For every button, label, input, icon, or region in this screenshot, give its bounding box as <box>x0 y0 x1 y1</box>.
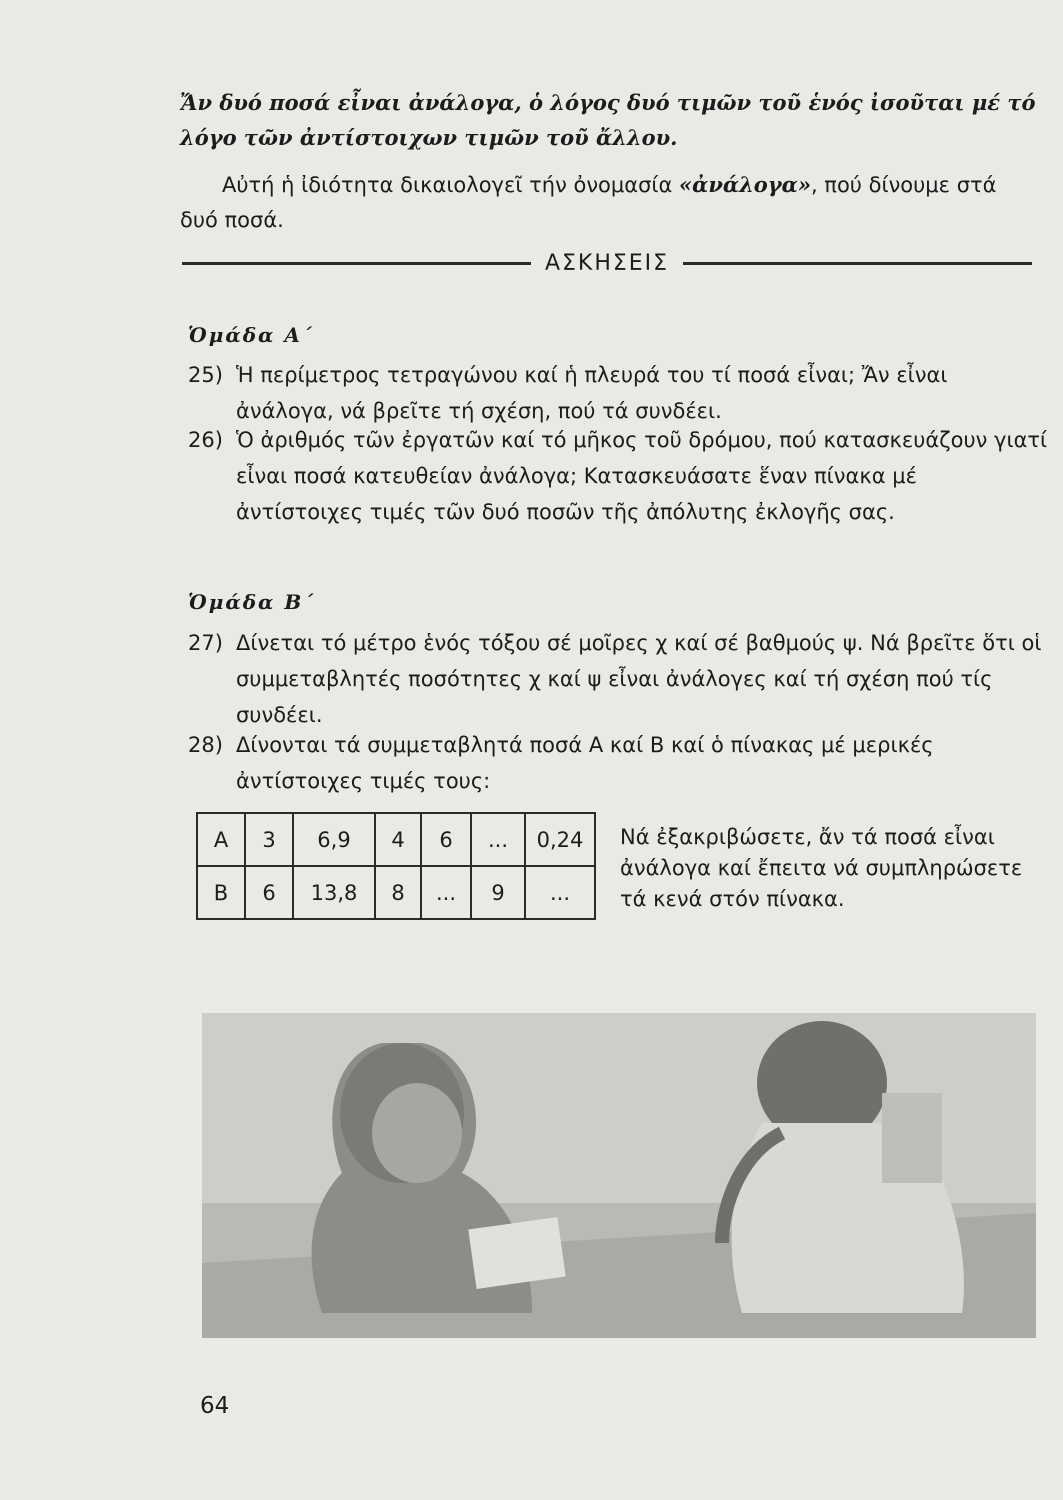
table-cell: 6,9 <box>293 813 375 866</box>
values-table <box>196 812 596 920</box>
naming-note-before: Αὐτή ἡ ἰδιότητα δικαιολογεῖ τήν ὀνομασία <box>222 173 680 197</box>
table-cell: 0,24 <box>525 813 595 866</box>
exercise-27 <box>188 625 1048 733</box>
exercise-text: Ἡ περίμετρος τετραγώνου καί ἡ πλευρά του τί ποσά εἶναι; Ἄν εἶναι ἀνάλογα, νά βρεῖτε τή σχέση, πού τά συνδέει. <box>236 363 948 423</box>
page-number: 64 <box>200 1393 230 1419</box>
exercise-number: 26) <box>188 428 223 452</box>
naming-note <box>180 167 1040 238</box>
group-a-heading: Ὁμάδα Α΄ <box>188 323 314 347</box>
exercises-heading <box>182 248 1032 278</box>
exercise-number: 27) <box>188 631 223 655</box>
table-row-a <box>197 813 595 866</box>
exercise-25 <box>188 357 1048 429</box>
table-cell: 6 <box>245 866 293 919</box>
proportionality-rule: Ἄν δυό ποσά εἶναι ἀνάλογα, ὁ λόγος δυό τιμῶν τοῦ ἑνός ἰσοῦται μέ τό λόγο τῶν ἀντίστοιχων τιμῶν τοῦ ἄλλου. <box>180 90 1036 150</box>
table-cell: ... <box>525 866 595 919</box>
illustration-drawing <box>202 1013 1036 1338</box>
exercise-26 <box>188 422 1048 530</box>
table-cell: 3 <box>245 813 293 866</box>
naming-note-after: , πού δίνουμε στά δυό ποσά. <box>180 173 997 232</box>
group-b-heading: Ὁμάδα Β΄ <box>188 590 316 614</box>
table-cell: ... <box>421 866 471 919</box>
exercise-number: 25) <box>188 363 223 387</box>
table-cell: 8 <box>375 866 421 919</box>
table-cell: 4 <box>375 813 421 866</box>
exercise-28 <box>188 727 1048 799</box>
table-cell: Β <box>197 866 245 919</box>
heading-rule-right <box>683 262 1032 265</box>
table-cell: 6 <box>421 813 471 866</box>
naming-note-term: «ἀνάλογα» <box>679 172 811 197</box>
exercise-text: Δίνεται τό μέτρο ἑνός τόξου σέ μοῖρες χ καί σέ βαθμούς ψ. Νά βρεῖτε ὅτι οἱ συμμεταβλητές ποσότητες χ καί ψ εἶναι ἀνάλογες καί τή σχέση πού τίς συνδέει. <box>236 631 1042 727</box>
exercise-text: Ὁ ἀριθμός τῶν ἐργατῶν καί τό μῆκος τοῦ δρόμου, πού κατασκευάζουν γιατί εἶναι ποσά κατευθείαν ἀνάλογα; Κατασκευάσατε ἕναν πίνακα μέ ἀντίστοιχες τιμές τῶν δυό ποσῶν τῆς ἀπόλυτης ἐκλογῆς σας. <box>236 428 1048 524</box>
children-writing-illustration <box>202 1013 1036 1338</box>
exercises-title: ΑΣΚΗΣΕΙΣ <box>544 250 670 276</box>
table-cell: 9 <box>471 866 525 919</box>
table-cell: 13,8 <box>293 866 375 919</box>
heading-rule-left <box>182 262 531 265</box>
table-row-b <box>197 866 595 919</box>
table-cell: ... <box>471 813 525 866</box>
exercise-text: Δίνονται τά συμμεταβλητά ποσά Α καί Β καί ὁ πίνακας μέ μερικές ἀντίστοιχες τιμές τους: <box>236 733 934 793</box>
exercise-number: 28) <box>188 733 223 757</box>
table-instruction: Νά ἐξακριβώσετε, ἄν τά ποσά εἶναι ἀνάλογα καί ἔπειτα νά συμπληρώσετε τά κενά στόν πίνακα. <box>620 825 1023 911</box>
table-cell: Α <box>197 813 245 866</box>
